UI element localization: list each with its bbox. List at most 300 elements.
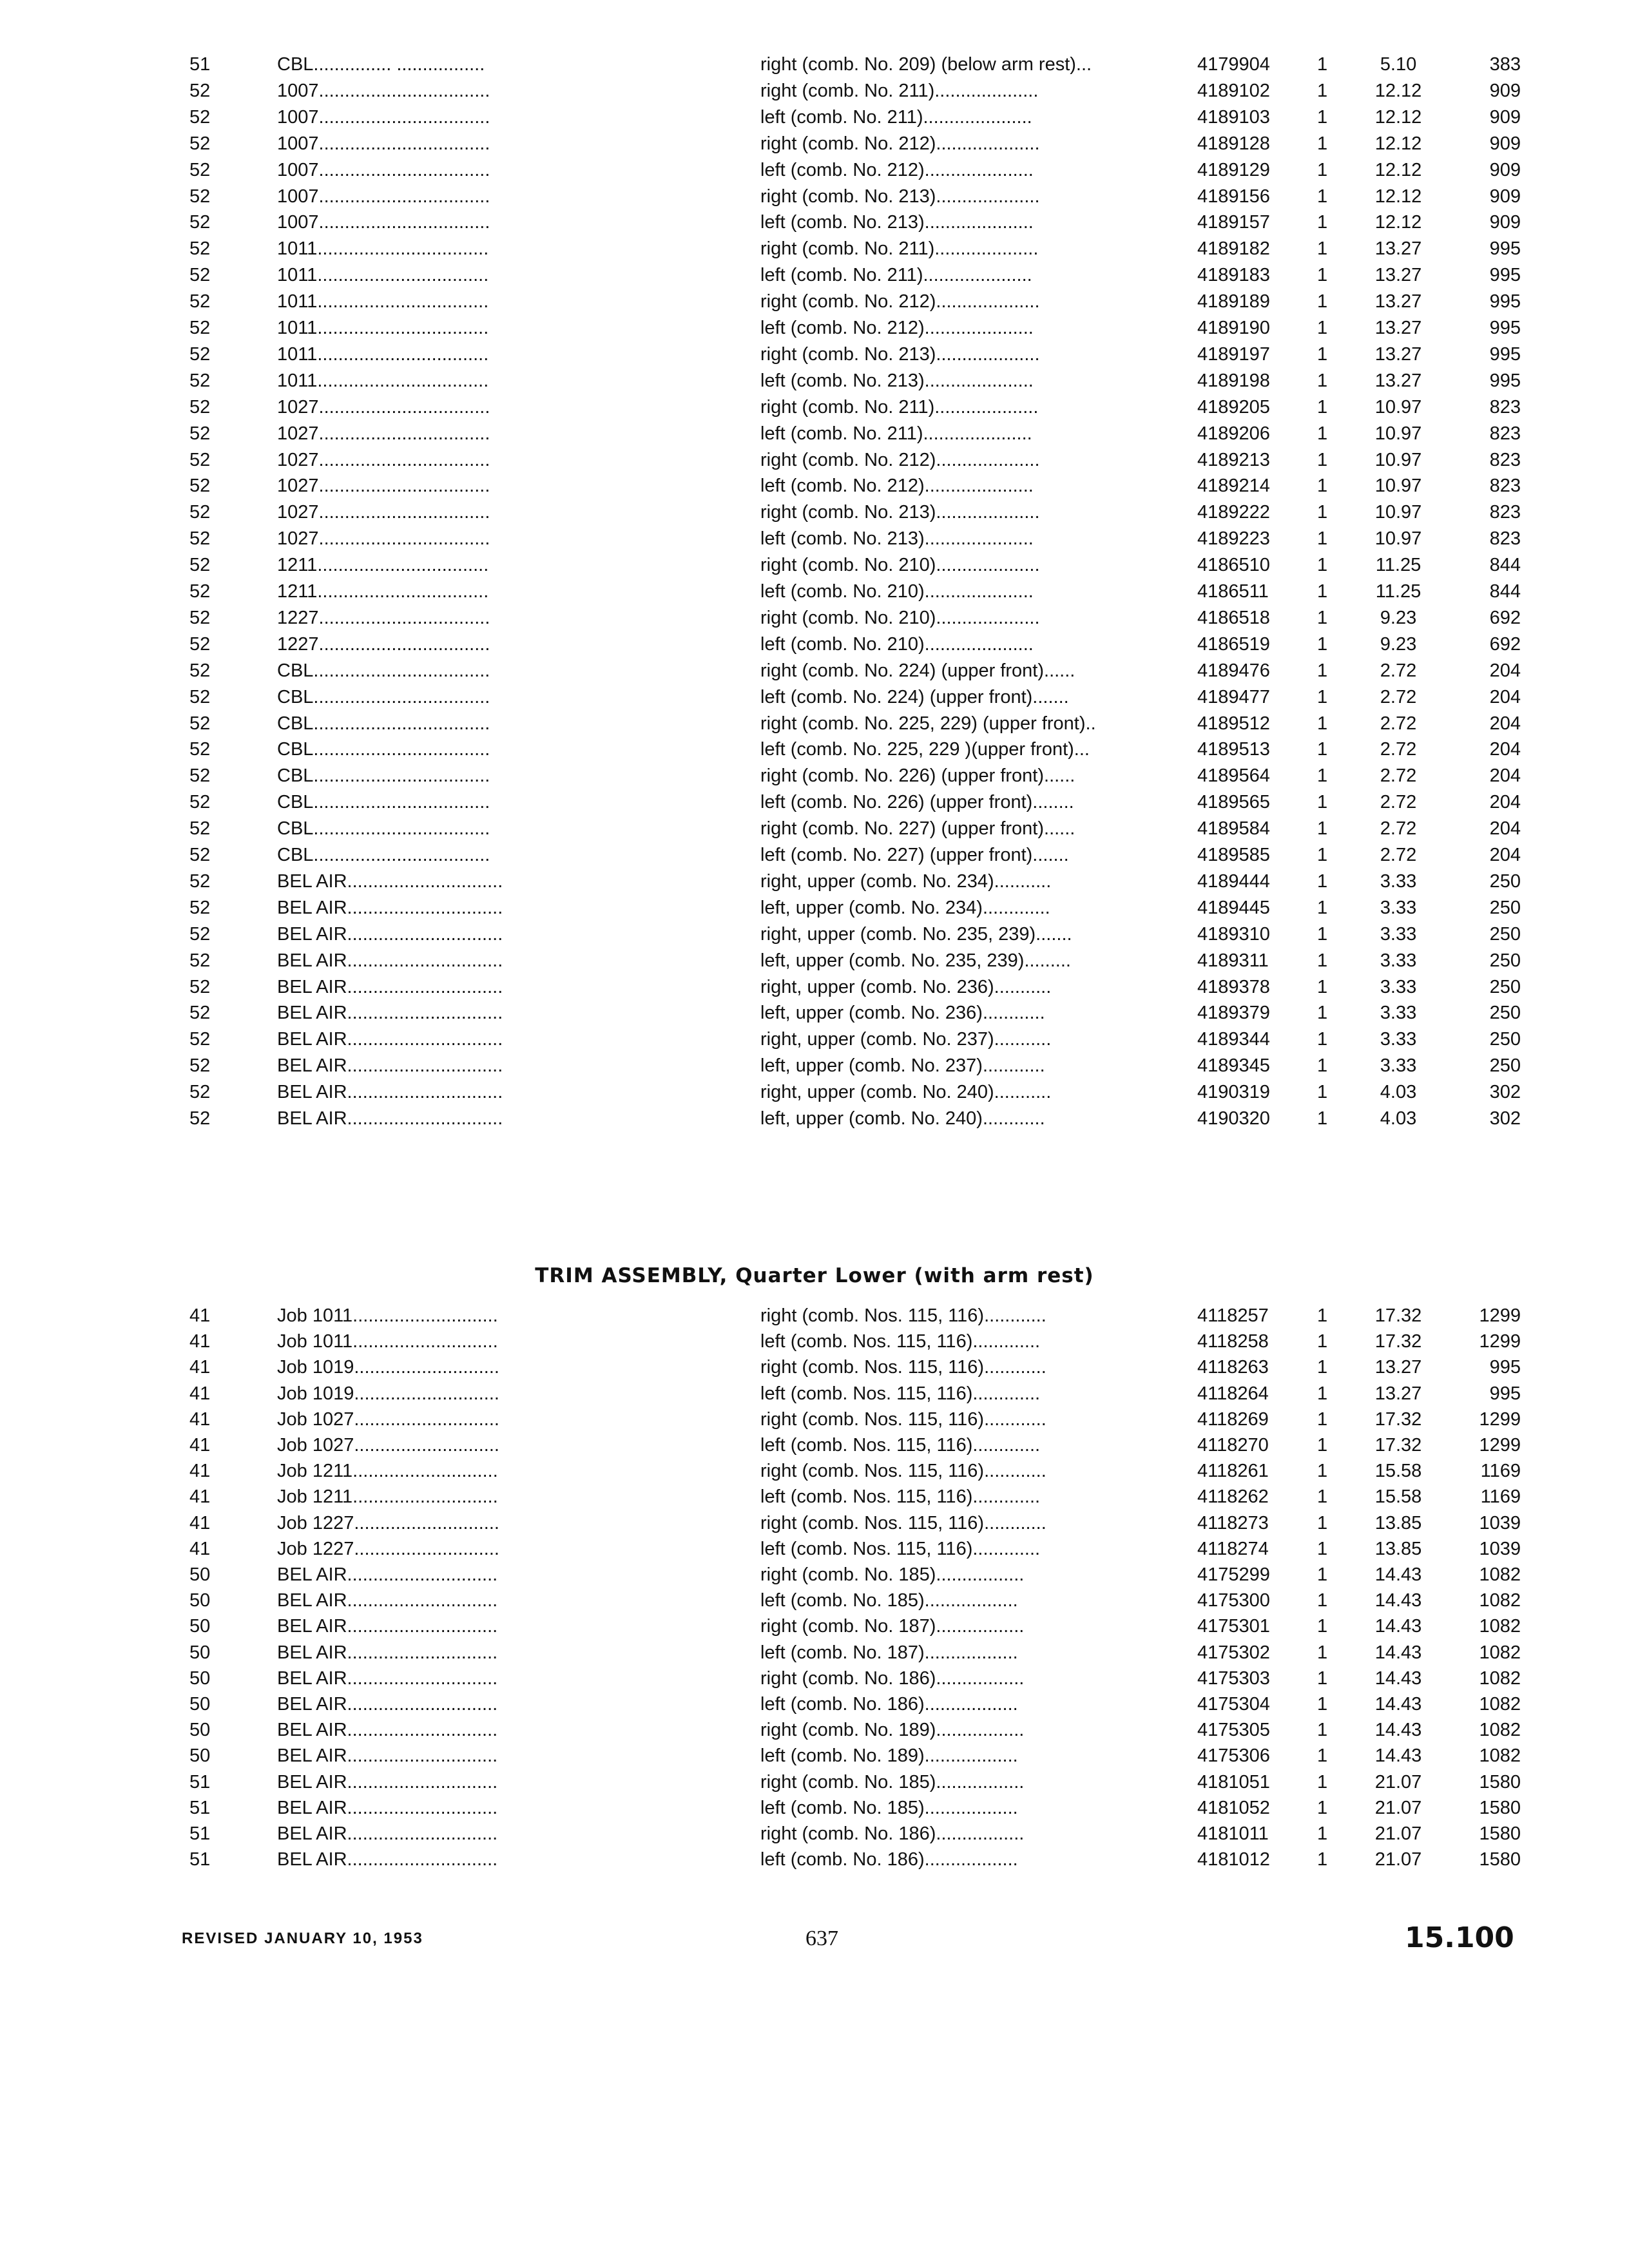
list-price: 3.33 bbox=[1380, 870, 1417, 892]
price-code: 204 bbox=[1489, 686, 1521, 707]
part-description: right (comb. No. 213).................... bbox=[760, 343, 1040, 365]
part-number: 4189564 bbox=[1197, 765, 1270, 787]
model-year: 52 bbox=[189, 212, 211, 233]
model-year: 52 bbox=[189, 765, 211, 787]
model-year: 52 bbox=[189, 818, 211, 840]
quantity: 1 bbox=[1317, 1823, 1328, 1844]
part-number: 4189189 bbox=[1197, 291, 1270, 312]
price-code: 995 bbox=[1489, 318, 1521, 338]
model-year: 52 bbox=[189, 1029, 211, 1050]
price-code: 995 bbox=[1489, 1383, 1521, 1404]
model-year: 52 bbox=[189, 845, 211, 865]
part-number: 4189512 bbox=[1197, 713, 1270, 734]
model-year: 50 bbox=[189, 1667, 211, 1689]
list-price: 2.72 bbox=[1380, 792, 1417, 813]
model-name: 1011................................. bbox=[277, 291, 489, 312]
list-price: 13.27 bbox=[1374, 370, 1422, 391]
part-description: left (comb. Nos. 115, 116)............. bbox=[760, 1383, 1041, 1404]
model-year: 51 bbox=[189, 1849, 211, 1870]
price-code: 1082 bbox=[1479, 1720, 1521, 1741]
part-number: 4189378 bbox=[1197, 976, 1270, 997]
part-description: right (comb. No. 186)................. bbox=[760, 1667, 1025, 1689]
table-row bbox=[0, 631, 1629, 658]
table-row bbox=[0, 974, 1629, 1001]
part-description: left (comb. Nos. 115, 116)............. bbox=[760, 1538, 1041, 1559]
quantity: 1 bbox=[1317, 897, 1328, 918]
part-number: 4118262 bbox=[1197, 1486, 1269, 1508]
model-name: CBL.................................. bbox=[277, 765, 490, 787]
table-row bbox=[0, 1484, 1629, 1510]
quantity: 1 bbox=[1317, 765, 1328, 787]
price-code: 250 bbox=[1489, 1055, 1521, 1077]
price-code: 250 bbox=[1489, 1003, 1521, 1024]
part-description: right, upper (comb. No. 235, 239)....... bbox=[760, 923, 1072, 945]
model-name: BEL AIR............................. bbox=[277, 1590, 498, 1611]
quantity: 1 bbox=[1317, 792, 1328, 813]
part-number: 4118258 bbox=[1197, 1331, 1269, 1352]
model-year: 51 bbox=[189, 54, 211, 75]
quantity: 1 bbox=[1317, 1461, 1328, 1482]
price-code: 302 bbox=[1489, 1082, 1521, 1103]
list-price: 17.32 bbox=[1374, 1331, 1422, 1352]
part-description: right (comb. No. 185)................. bbox=[760, 1771, 1025, 1792]
part-description: left, upper (comb. No. 236)............ bbox=[760, 1003, 1045, 1024]
model-year: 41 bbox=[189, 1331, 211, 1352]
price-code: 1580 bbox=[1479, 1849, 1521, 1870]
model-year: 52 bbox=[189, 555, 211, 576]
model-name: BEL AIR............................. bbox=[277, 1720, 498, 1741]
model-year: 52 bbox=[189, 713, 211, 734]
part-description: right (comb. No. 227) (upper front)...... bbox=[760, 818, 1075, 840]
model-year: 52 bbox=[189, 186, 211, 207]
model-year: 52 bbox=[189, 265, 211, 286]
table-row bbox=[0, 421, 1629, 447]
table-row bbox=[0, 1821, 1629, 1847]
model-year: 52 bbox=[189, 1082, 211, 1103]
part-number: 4189345 bbox=[1197, 1055, 1270, 1077]
list-price: 3.33 bbox=[1380, 1003, 1417, 1024]
model-name: BEL AIR.............................. bbox=[277, 897, 503, 918]
quantity: 1 bbox=[1317, 1055, 1328, 1077]
part-description: right (comb. No. 211).................... bbox=[760, 80, 1039, 101]
list-price: 14.43 bbox=[1374, 1616, 1422, 1637]
list-price: 14.43 bbox=[1374, 1642, 1422, 1663]
part-description: left (comb. No. 225, 229 )(upper front)... bbox=[760, 739, 1090, 760]
model-year: 52 bbox=[189, 950, 211, 971]
part-number: 4118264 bbox=[1197, 1383, 1269, 1404]
part-description: right (comb. No. 212).................... bbox=[760, 133, 1040, 154]
model-name: 1211................................. bbox=[277, 581, 489, 602]
model-name: 1227................................. bbox=[277, 607, 490, 628]
part-description: right (comb. No. 186)................. bbox=[760, 1823, 1025, 1844]
section-heading: TRIM ASSEMBLY, Quarter Lower (with arm rest) bbox=[535, 1264, 1094, 1287]
model-name: 1011................................. bbox=[277, 238, 489, 260]
model-name: CBL.................................. bbox=[277, 739, 490, 760]
model-year: 52 bbox=[189, 923, 211, 945]
model-year: 41 bbox=[189, 1538, 211, 1559]
part-number: 4189513 bbox=[1197, 739, 1270, 760]
price-code: 995 bbox=[1489, 238, 1521, 260]
quantity: 1 bbox=[1317, 1305, 1328, 1326]
model-year: 50 bbox=[189, 1745, 211, 1767]
quantity: 1 bbox=[1317, 713, 1328, 734]
part-description: left (comb. No. 211)..................... bbox=[760, 423, 1032, 444]
model-name: CBL.................................. bbox=[277, 713, 490, 734]
model-name: Job 1227............................ bbox=[277, 1538, 499, 1559]
quantity: 1 bbox=[1317, 238, 1328, 260]
quantity: 1 bbox=[1317, 1029, 1328, 1050]
quantity: 1 bbox=[1317, 423, 1328, 444]
list-price: 2.72 bbox=[1380, 713, 1417, 734]
part-number: 4189223 bbox=[1197, 528, 1270, 550]
part-description: right (comb. No. 211).................... bbox=[760, 238, 1039, 260]
part-number: 4189128 bbox=[1197, 133, 1270, 154]
table-row bbox=[0, 948, 1629, 974]
quantity: 1 bbox=[1317, 1667, 1328, 1689]
model-name: 1007................................. bbox=[277, 212, 490, 233]
list-price: 17.32 bbox=[1374, 1435, 1422, 1456]
list-price: 14.43 bbox=[1374, 1667, 1422, 1689]
model-year: 41 bbox=[189, 1486, 211, 1508]
table-row bbox=[0, 499, 1629, 526]
list-price: 12.12 bbox=[1374, 159, 1422, 180]
quantity: 1 bbox=[1317, 159, 1328, 180]
part-description: left (comb. No. 224) (upper front)....... bbox=[760, 686, 1069, 707]
part-number: 4118269 bbox=[1197, 1408, 1269, 1430]
model-name: 1027................................. bbox=[277, 396, 490, 418]
revised-date: REVISED JANUARY 10, 1953 bbox=[182, 1930, 423, 1947]
part-description: right (comb. No. 209) (below arm rest)... bbox=[760, 54, 1092, 75]
quantity: 1 bbox=[1317, 1849, 1328, 1870]
part-number: 4189477 bbox=[1197, 686, 1270, 707]
part-description: left, upper (comb. No. 234)............. bbox=[760, 897, 1050, 918]
part-description: right, upper (comb. No. 234)........... bbox=[760, 870, 1052, 892]
quantity: 1 bbox=[1317, 370, 1328, 391]
quantity: 1 bbox=[1317, 581, 1328, 602]
part-description: right (comb. Nos. 115, 116)............ bbox=[760, 1461, 1046, 1482]
list-price: 2.72 bbox=[1380, 660, 1417, 681]
price-code: 302 bbox=[1489, 1108, 1521, 1129]
price-code: 995 bbox=[1489, 370, 1521, 391]
part-description: left (comb. No. 185).................. bbox=[760, 1797, 1018, 1818]
model-name: 1007................................. bbox=[277, 133, 490, 154]
part-description: left (comb. No. 187).................. bbox=[760, 1642, 1018, 1663]
model-name: 1011................................. bbox=[277, 370, 489, 391]
model-year: 41 bbox=[189, 1305, 211, 1326]
list-price: 2.72 bbox=[1380, 765, 1417, 787]
list-price: 13.27 bbox=[1374, 291, 1422, 312]
model-name: Job 1027............................ bbox=[277, 1408, 499, 1430]
table-row bbox=[0, 1381, 1629, 1407]
price-code: 204 bbox=[1489, 845, 1521, 865]
part-description: left (comb. No. 211)..................... bbox=[760, 265, 1032, 286]
table-row bbox=[0, 289, 1629, 315]
table-row bbox=[0, 78, 1629, 104]
part-number: 4118274 bbox=[1197, 1538, 1269, 1559]
part-description: left (comb. No. 189).................. bbox=[760, 1745, 1018, 1767]
list-price: 14.43 bbox=[1374, 1590, 1422, 1611]
part-description: left, upper (comb. No. 237)............ bbox=[760, 1055, 1045, 1077]
price-code: 823 bbox=[1489, 423, 1521, 444]
price-code: 1169 bbox=[1480, 1486, 1521, 1508]
price-code: 1580 bbox=[1479, 1797, 1521, 1818]
part-number: 4189585 bbox=[1197, 845, 1270, 865]
part-number: 4189183 bbox=[1197, 265, 1270, 286]
part-description: right (comb. No. 225, 229) (upper front).. bbox=[760, 713, 1096, 734]
list-price: 5.10 bbox=[1380, 54, 1417, 75]
quantity: 1 bbox=[1317, 212, 1328, 233]
list-price: 12.12 bbox=[1374, 80, 1422, 101]
quantity: 1 bbox=[1317, 396, 1328, 418]
part-number: 4189206 bbox=[1197, 423, 1270, 444]
model-year: 51 bbox=[189, 1771, 211, 1792]
model-name: CBL.................................. bbox=[277, 686, 490, 707]
model-year: 52 bbox=[189, 897, 211, 918]
model-year: 52 bbox=[189, 80, 211, 101]
part-description: right, upper (comb. No. 236)........... bbox=[760, 976, 1052, 997]
model-name: 1007................................. bbox=[277, 80, 490, 101]
part-description: right (comb. No. 213).................... bbox=[760, 502, 1040, 523]
table-row bbox=[0, 1354, 1629, 1381]
part-number: 4181051 bbox=[1197, 1771, 1270, 1792]
model-name: Job 1227............................ bbox=[277, 1512, 499, 1533]
list-price: 3.33 bbox=[1380, 1055, 1417, 1077]
model-year: 52 bbox=[189, 133, 211, 154]
part-description: left (comb. No. 212)..................... bbox=[760, 476, 1034, 497]
part-number: 4189565 bbox=[1197, 792, 1270, 813]
table-row bbox=[0, 262, 1629, 289]
price-code: 250 bbox=[1489, 1029, 1521, 1050]
part-number: 4175303 bbox=[1197, 1667, 1270, 1689]
price-code: 250 bbox=[1489, 976, 1521, 997]
table-row bbox=[0, 1053, 1629, 1079]
table-row bbox=[0, 1026, 1629, 1053]
part-description: right (comb. Nos. 115, 116)............ bbox=[760, 1357, 1046, 1378]
page-number: 637 bbox=[805, 1927, 838, 1950]
model-name: BEL AIR.............................. bbox=[277, 1108, 503, 1129]
table-row bbox=[0, 1458, 1629, 1485]
part-number: 4186519 bbox=[1197, 633, 1270, 655]
model-year: 52 bbox=[189, 423, 211, 444]
part-number: 4190320 bbox=[1197, 1108, 1270, 1129]
part-description: left (comb. No. 186).................. bbox=[760, 1694, 1018, 1715]
part-description: left (comb. Nos. 115, 116)............. bbox=[760, 1435, 1041, 1456]
quantity: 1 bbox=[1317, 1435, 1328, 1456]
model-year: 50 bbox=[189, 1642, 211, 1663]
quantity: 1 bbox=[1317, 1331, 1328, 1352]
model-name: BEL AIR............................. bbox=[277, 1797, 498, 1818]
table-row bbox=[0, 1079, 1629, 1106]
price-code: 204 bbox=[1489, 660, 1521, 681]
table-row bbox=[0, 1666, 1629, 1692]
quantity: 1 bbox=[1317, 318, 1328, 338]
table-row bbox=[0, 736, 1629, 763]
price-code: 909 bbox=[1489, 212, 1521, 233]
list-price: 13.27 bbox=[1374, 318, 1422, 338]
price-code: 204 bbox=[1489, 765, 1521, 787]
model-year: 52 bbox=[189, 343, 211, 365]
quantity: 1 bbox=[1317, 1745, 1328, 1767]
part-description: left (comb. Nos. 115, 116)............. bbox=[760, 1486, 1041, 1508]
model-name: BEL AIR.............................. bbox=[277, 1003, 503, 1024]
model-name: BEL AIR.............................. bbox=[277, 1055, 503, 1077]
part-description: left (comb. No. 226) (upper front)........ bbox=[760, 792, 1074, 813]
part-number: 4189213 bbox=[1197, 449, 1270, 470]
table-row bbox=[0, 552, 1629, 579]
table-row bbox=[0, 341, 1629, 368]
part-description: right (comb. Nos. 115, 116)............ bbox=[760, 1512, 1046, 1533]
price-code: 823 bbox=[1489, 528, 1521, 550]
quantity: 1 bbox=[1317, 739, 1328, 760]
list-price: 11.25 bbox=[1375, 581, 1422, 602]
quantity: 1 bbox=[1317, 555, 1328, 576]
model-name: 1027................................. bbox=[277, 502, 490, 523]
part-number: 4189197 bbox=[1197, 343, 1270, 365]
model-name: BEL AIR.............................. bbox=[277, 923, 503, 945]
part-number: 4189103 bbox=[1197, 106, 1270, 128]
model-name: 1227................................. bbox=[277, 633, 490, 655]
quantity: 1 bbox=[1317, 1590, 1328, 1611]
price-code: 1082 bbox=[1479, 1564, 1521, 1585]
part-number: 4189379 bbox=[1197, 1003, 1270, 1024]
quantity: 1 bbox=[1317, 1108, 1328, 1129]
part-number: 4175304 bbox=[1197, 1694, 1270, 1715]
model-name: BEL AIR............................. bbox=[277, 1771, 498, 1792]
part-description: right (comb. No. 212).................... bbox=[760, 291, 1040, 312]
table-row bbox=[0, 1000, 1629, 1026]
part-number: 4118270 bbox=[1197, 1435, 1269, 1456]
part-number: 4118273 bbox=[1197, 1512, 1269, 1533]
table-row bbox=[0, 1536, 1629, 1562]
part-number: 4175302 bbox=[1197, 1642, 1270, 1663]
table-row bbox=[0, 1303, 1629, 1329]
list-price: 13.27 bbox=[1374, 238, 1422, 260]
list-price: 10.97 bbox=[1374, 423, 1422, 444]
quantity: 1 bbox=[1317, 476, 1328, 497]
model-year: 50 bbox=[189, 1564, 211, 1585]
quantity: 1 bbox=[1317, 449, 1328, 470]
list-price: 12.12 bbox=[1374, 106, 1422, 128]
price-code: 1299 bbox=[1479, 1435, 1521, 1456]
list-price: 21.07 bbox=[1374, 1797, 1422, 1818]
model-name: BEL AIR.............................. bbox=[277, 870, 503, 892]
part-number: 4189445 bbox=[1197, 897, 1270, 918]
list-price: 9.23 bbox=[1380, 607, 1417, 628]
list-price: 13.85 bbox=[1374, 1538, 1422, 1559]
table-row bbox=[0, 1847, 1629, 1873]
part-number: 4186511 bbox=[1197, 581, 1269, 602]
price-code: 1082 bbox=[1479, 1694, 1521, 1715]
part-number: 4118261 bbox=[1197, 1461, 1269, 1482]
table-row bbox=[0, 1588, 1629, 1614]
part-description: right (comb. Nos. 115, 116)............ bbox=[760, 1408, 1046, 1430]
table-row bbox=[0, 236, 1629, 262]
model-name: Job 1211............................ bbox=[277, 1461, 498, 1482]
table-row bbox=[0, 1769, 1629, 1796]
quantity: 1 bbox=[1317, 923, 1328, 945]
price-code: 1299 bbox=[1479, 1331, 1521, 1352]
quantity: 1 bbox=[1317, 1797, 1328, 1818]
model-name: 1007................................. bbox=[277, 186, 490, 207]
table-row bbox=[0, 816, 1629, 842]
price-code: 995 bbox=[1489, 291, 1521, 312]
price-code: 204 bbox=[1489, 739, 1521, 760]
quantity: 1 bbox=[1317, 1408, 1328, 1430]
table-row bbox=[0, 1717, 1629, 1744]
part-number: 4175301 bbox=[1197, 1616, 1270, 1637]
part-description: left (comb. No. 213)..................... bbox=[760, 212, 1034, 233]
part-description: left (comb. No. 212)..................... bbox=[760, 159, 1034, 180]
price-code: 250 bbox=[1489, 923, 1521, 945]
list-price: 10.97 bbox=[1374, 528, 1422, 550]
part-number: 4189182 bbox=[1197, 238, 1270, 260]
price-code: 1082 bbox=[1479, 1745, 1521, 1767]
quantity: 1 bbox=[1317, 607, 1328, 628]
model-name: Job 1019............................ bbox=[277, 1357, 499, 1378]
part-description: right (comb. No. 224) (upper front)...... bbox=[760, 660, 1075, 681]
part-number: 4181011 bbox=[1197, 1823, 1269, 1844]
table-row bbox=[0, 763, 1629, 789]
price-code: 1082 bbox=[1479, 1590, 1521, 1611]
part-description: right (comb. No. 226) (upper front)...... bbox=[760, 765, 1075, 787]
quantity: 1 bbox=[1317, 1616, 1328, 1637]
model-name: Job 1011............................ bbox=[277, 1331, 498, 1352]
model-name: 1011................................. bbox=[277, 343, 489, 365]
quantity: 1 bbox=[1317, 950, 1328, 971]
model-year: 52 bbox=[189, 370, 211, 391]
list-price: 21.07 bbox=[1374, 1849, 1422, 1870]
table-row bbox=[0, 157, 1629, 184]
part-number: 4186518 bbox=[1197, 607, 1270, 628]
quantity: 1 bbox=[1317, 528, 1328, 550]
model-name: 1027................................. bbox=[277, 476, 490, 497]
table-row bbox=[0, 447, 1629, 474]
list-price: 10.97 bbox=[1374, 476, 1422, 497]
part-description: left (comb. No. 210)..................... bbox=[760, 633, 1034, 655]
model-name: Job 1027............................ bbox=[277, 1435, 499, 1456]
quantity: 1 bbox=[1317, 265, 1328, 286]
model-year: 52 bbox=[189, 502, 211, 523]
list-price: 2.72 bbox=[1380, 845, 1417, 865]
part-number: 4175306 bbox=[1197, 1745, 1270, 1767]
price-code: 823 bbox=[1489, 476, 1521, 497]
part-description: left (comb. No. 212)..................... bbox=[760, 318, 1034, 338]
list-price: 13.27 bbox=[1374, 343, 1422, 365]
part-description: right (comb. No. 187)................. bbox=[760, 1616, 1025, 1637]
quantity: 1 bbox=[1317, 633, 1328, 655]
part-number: 4189102 bbox=[1197, 80, 1270, 101]
quantity: 1 bbox=[1317, 1486, 1328, 1508]
model-year: 41 bbox=[189, 1408, 211, 1430]
table-row bbox=[0, 209, 1629, 236]
model-name: BEL AIR............................. bbox=[277, 1823, 498, 1844]
part-number: 4175305 bbox=[1197, 1720, 1270, 1741]
part-number: 4190319 bbox=[1197, 1082, 1270, 1103]
model-name: 1211................................. bbox=[277, 555, 489, 576]
model-year: 52 bbox=[189, 396, 211, 418]
price-code: 250 bbox=[1489, 870, 1521, 892]
part-description: right (comb. No. 189)................. bbox=[760, 1720, 1025, 1741]
price-code: 844 bbox=[1489, 555, 1521, 576]
part-description: left (comb. No. 211)..................... bbox=[760, 106, 1032, 128]
model-year: 52 bbox=[189, 318, 211, 338]
model-year: 41 bbox=[189, 1435, 211, 1456]
quantity: 1 bbox=[1317, 660, 1328, 681]
part-number: 4189129 bbox=[1197, 159, 1270, 180]
quantity: 1 bbox=[1317, 343, 1328, 365]
price-code: 1082 bbox=[1479, 1642, 1521, 1663]
model-year: 41 bbox=[189, 1357, 211, 1378]
